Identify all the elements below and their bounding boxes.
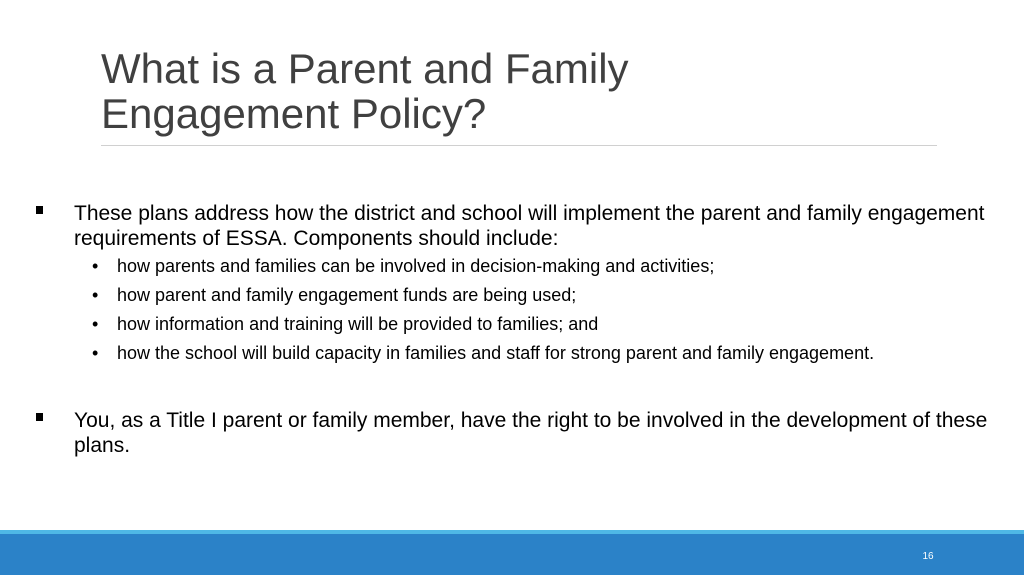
list-item-text: how parent and family engagement funds are being used;: [117, 285, 577, 305]
list-item: [74, 284, 1000, 306]
square-bullet-icon: [36, 206, 43, 214]
bullet-item-rights: [0, 408, 1000, 458]
bullet-dot-icon: •: [92, 256, 99, 276]
bullet-dot-icon: •: [92, 343, 99, 363]
list-item-text: how parents and families can be involved in decision-making and activities;: [117, 256, 715, 276]
bullet-text: You, as a Title I parent or family member, have the right to be involved in the development of these plans.: [74, 409, 988, 457]
slide-title-line-2: Engagement Policy?: [101, 90, 487, 137]
components-list: [74, 255, 1000, 364]
list-item: [74, 255, 1000, 277]
bullet-text: These plans address how the district and school will implement the parent and family engagement requirements of ESSA. Components should include:: [74, 202, 985, 250]
bullet-dot-icon: •: [92, 314, 99, 334]
page-number: 16: [922, 551, 934, 562]
footer-bar: [0, 534, 1024, 575]
slide-body: [0, 201, 1000, 458]
square-bullet-icon: [36, 413, 43, 421]
list-item: [74, 342, 1000, 364]
bullet-item-plans: [0, 201, 1000, 364]
slide-title: [101, 46, 921, 136]
title-divider: [101, 145, 937, 146]
list-item-text: how information and training will be provided to families; and: [117, 314, 599, 334]
list-item-text: how the school will build capacity in families and staff for strong parent and family engagement.: [117, 343, 875, 363]
bullet-dot-icon: •: [92, 285, 99, 305]
list-item: [74, 313, 1000, 335]
slide-title-line-1: What is a Parent and Family: [101, 45, 629, 92]
